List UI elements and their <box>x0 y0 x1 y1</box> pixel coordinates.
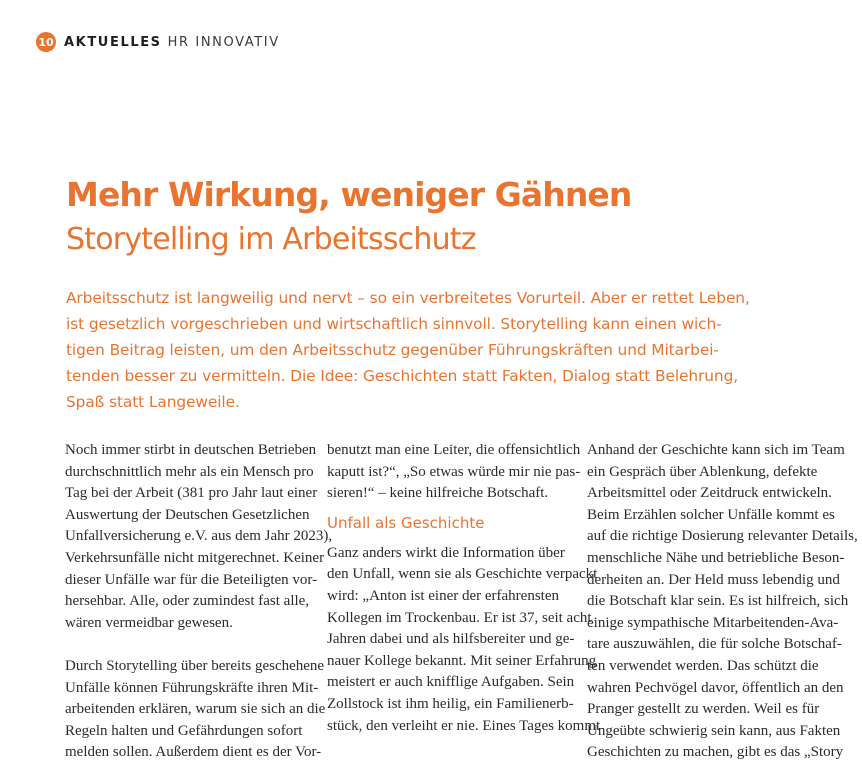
text-line: menschliche Nähe und betriebliche Beson- <box>587 549 845 566</box>
text-line: Auswertung der Deutschen Gesetzlichen <box>65 506 310 523</box>
text-line: Durch Storytelling über bereits geschehene <box>65 657 325 674</box>
text-line: kaputt ist?“, „So etwas würde mir nie pas- <box>327 463 581 480</box>
paragraph <box>65 440 332 634</box>
text-line: benutzt man eine Leiter, die offensichtlich <box>327 442 581 458</box>
lead-line: Spaß statt Langeweile. <box>66 393 240 411</box>
text-line: meistert er auch knifflige Aufgaben. Sein <box>327 674 575 691</box>
text-line: sieren!“ – keine hilfreiche Botschaft. <box>327 485 549 502</box>
text-line: Kollegen im Trockenbau. Er ist 37, seit acht <box>327 609 592 626</box>
text-line: Anhand der Geschichte kann sich im Team <box>587 442 845 458</box>
lead-line: ist gesetzlich vorgeschrieben und wirtschaftlich sinnvoll. Storytelling kann einen wich- <box>66 315 722 333</box>
section-subheading: Unfall als Geschichte <box>327 513 485 532</box>
paragraph-gap <box>65 634 332 656</box>
paragraph <box>65 656 332 764</box>
article-title: Mehr Wirkung, weniger Gähnen <box>66 175 632 214</box>
text-line: ten verwendet werden. Das schützt die <box>587 657 819 674</box>
text-line: arbeitenden erklären, warum sie sich an die <box>65 701 326 718</box>
text-line: Geschichten zu machen, gibt es das „Story <box>587 744 844 761</box>
text-line: Noch immer stirbt in deutschen Betrieben <box>65 442 317 458</box>
text-line: dieser Unfälle war für die Beteiligten vor- <box>65 571 318 588</box>
text-line: derheiten an. Der Held muss lebendig und <box>587 571 840 588</box>
text-line: Verkehrsunfälle nicht mitgerechnet. Keiner <box>65 549 325 566</box>
paragraph <box>587 440 858 764</box>
text-line: Beim Erzählen solcher Unfälle kommt es <box>587 506 835 523</box>
text-line: auf die richtige Dosierung relevanter Details, <box>587 528 858 545</box>
text-line: Jahren dabei und als hilfsbereiter und ge- <box>327 631 575 648</box>
paragraph <box>327 543 600 737</box>
text-line: nauer Kollege bekannt. Mit seiner Erfahrung <box>327 652 597 669</box>
text-line: melden sollen. Außerdem dient es der Vor- <box>65 744 322 761</box>
text-line: ein Gespräch über Ablenkung, defekte <box>587 463 818 480</box>
text-line: stück, den verleiht er nie. Eines Tages kommt <box>327 717 601 734</box>
text-line: Tag bei der Arbeit (381 pro Jahr laut einer <box>65 485 318 502</box>
text-line: den Unfall, wenn sie als Geschichte verpackt <box>327 566 598 583</box>
body-column-3 <box>587 440 858 764</box>
text-line: Zollstock ist ihm heilig, ein Familienerb- <box>327 695 574 712</box>
running-header <box>36 32 280 52</box>
lead-line: tenden besser zu vermitteln. Die Idee: Geschichten statt Fakten, Dialog statt Belehrung, <box>66 367 739 385</box>
text-line: die Botschaft klar sein. Es ist hilfreich, sich <box>587 593 849 610</box>
article-subtitle: Storytelling im Arbeitsschutz <box>66 222 476 257</box>
text-line: wird: „Anton ist einer der erfahrensten <box>327 587 559 604</box>
body-column-2 <box>327 440 600 737</box>
lead-line: Arbeitsschutz ist langweilig und nervt – so ein verbreitetes Vorurteil. Aber er rettet Leben, <box>66 289 750 307</box>
body-column-1 <box>65 440 332 764</box>
text-line: Ganz anders wirkt die Information über <box>327 544 565 561</box>
text-line: Pranger gestellt zu werden. Weil es für <box>587 701 820 718</box>
article-lead <box>66 285 750 415</box>
text-line: Ungeübte schwierig sein kann, aus Fakten <box>587 722 841 739</box>
magazine-label: HR INNOVATIV <box>167 34 280 50</box>
text-line: Unfälle können Führungskräfte ihren Mit- <box>65 679 319 696</box>
paragraph <box>327 440 600 505</box>
text-line: durchschnittlich mehr als ein Mensch pro <box>65 463 314 480</box>
text-line: wären vermeidbar gewesen. <box>65 614 233 631</box>
text-line: wahren Pechvögel davor, öffentlich an den <box>587 679 844 696</box>
text-line: hersehbar. Alle, oder zumindest fast alle, <box>65 593 310 610</box>
text-line: Arbeitsmittel oder Zeitdruck entwickeln. <box>587 485 832 502</box>
lead-line: tigen Beitrag leisten, um den Arbeitsschutz gegenüber Führungskräften und Mitarbei- <box>66 341 719 359</box>
text-line: Regeln halten und Gefährdungen sofort <box>65 722 303 739</box>
text-line: tare auszuwählen, die für solche Botschaf- <box>587 636 842 653</box>
text-line: einige sympathische Mitarbeitenden-Ava- <box>587 614 839 631</box>
text-line: Unfallversicherung e.V. aus dem Jahr 2023), <box>65 528 333 545</box>
section-label: AKTUELLES <box>64 34 162 50</box>
page-number-badge: 10 <box>36 32 56 52</box>
